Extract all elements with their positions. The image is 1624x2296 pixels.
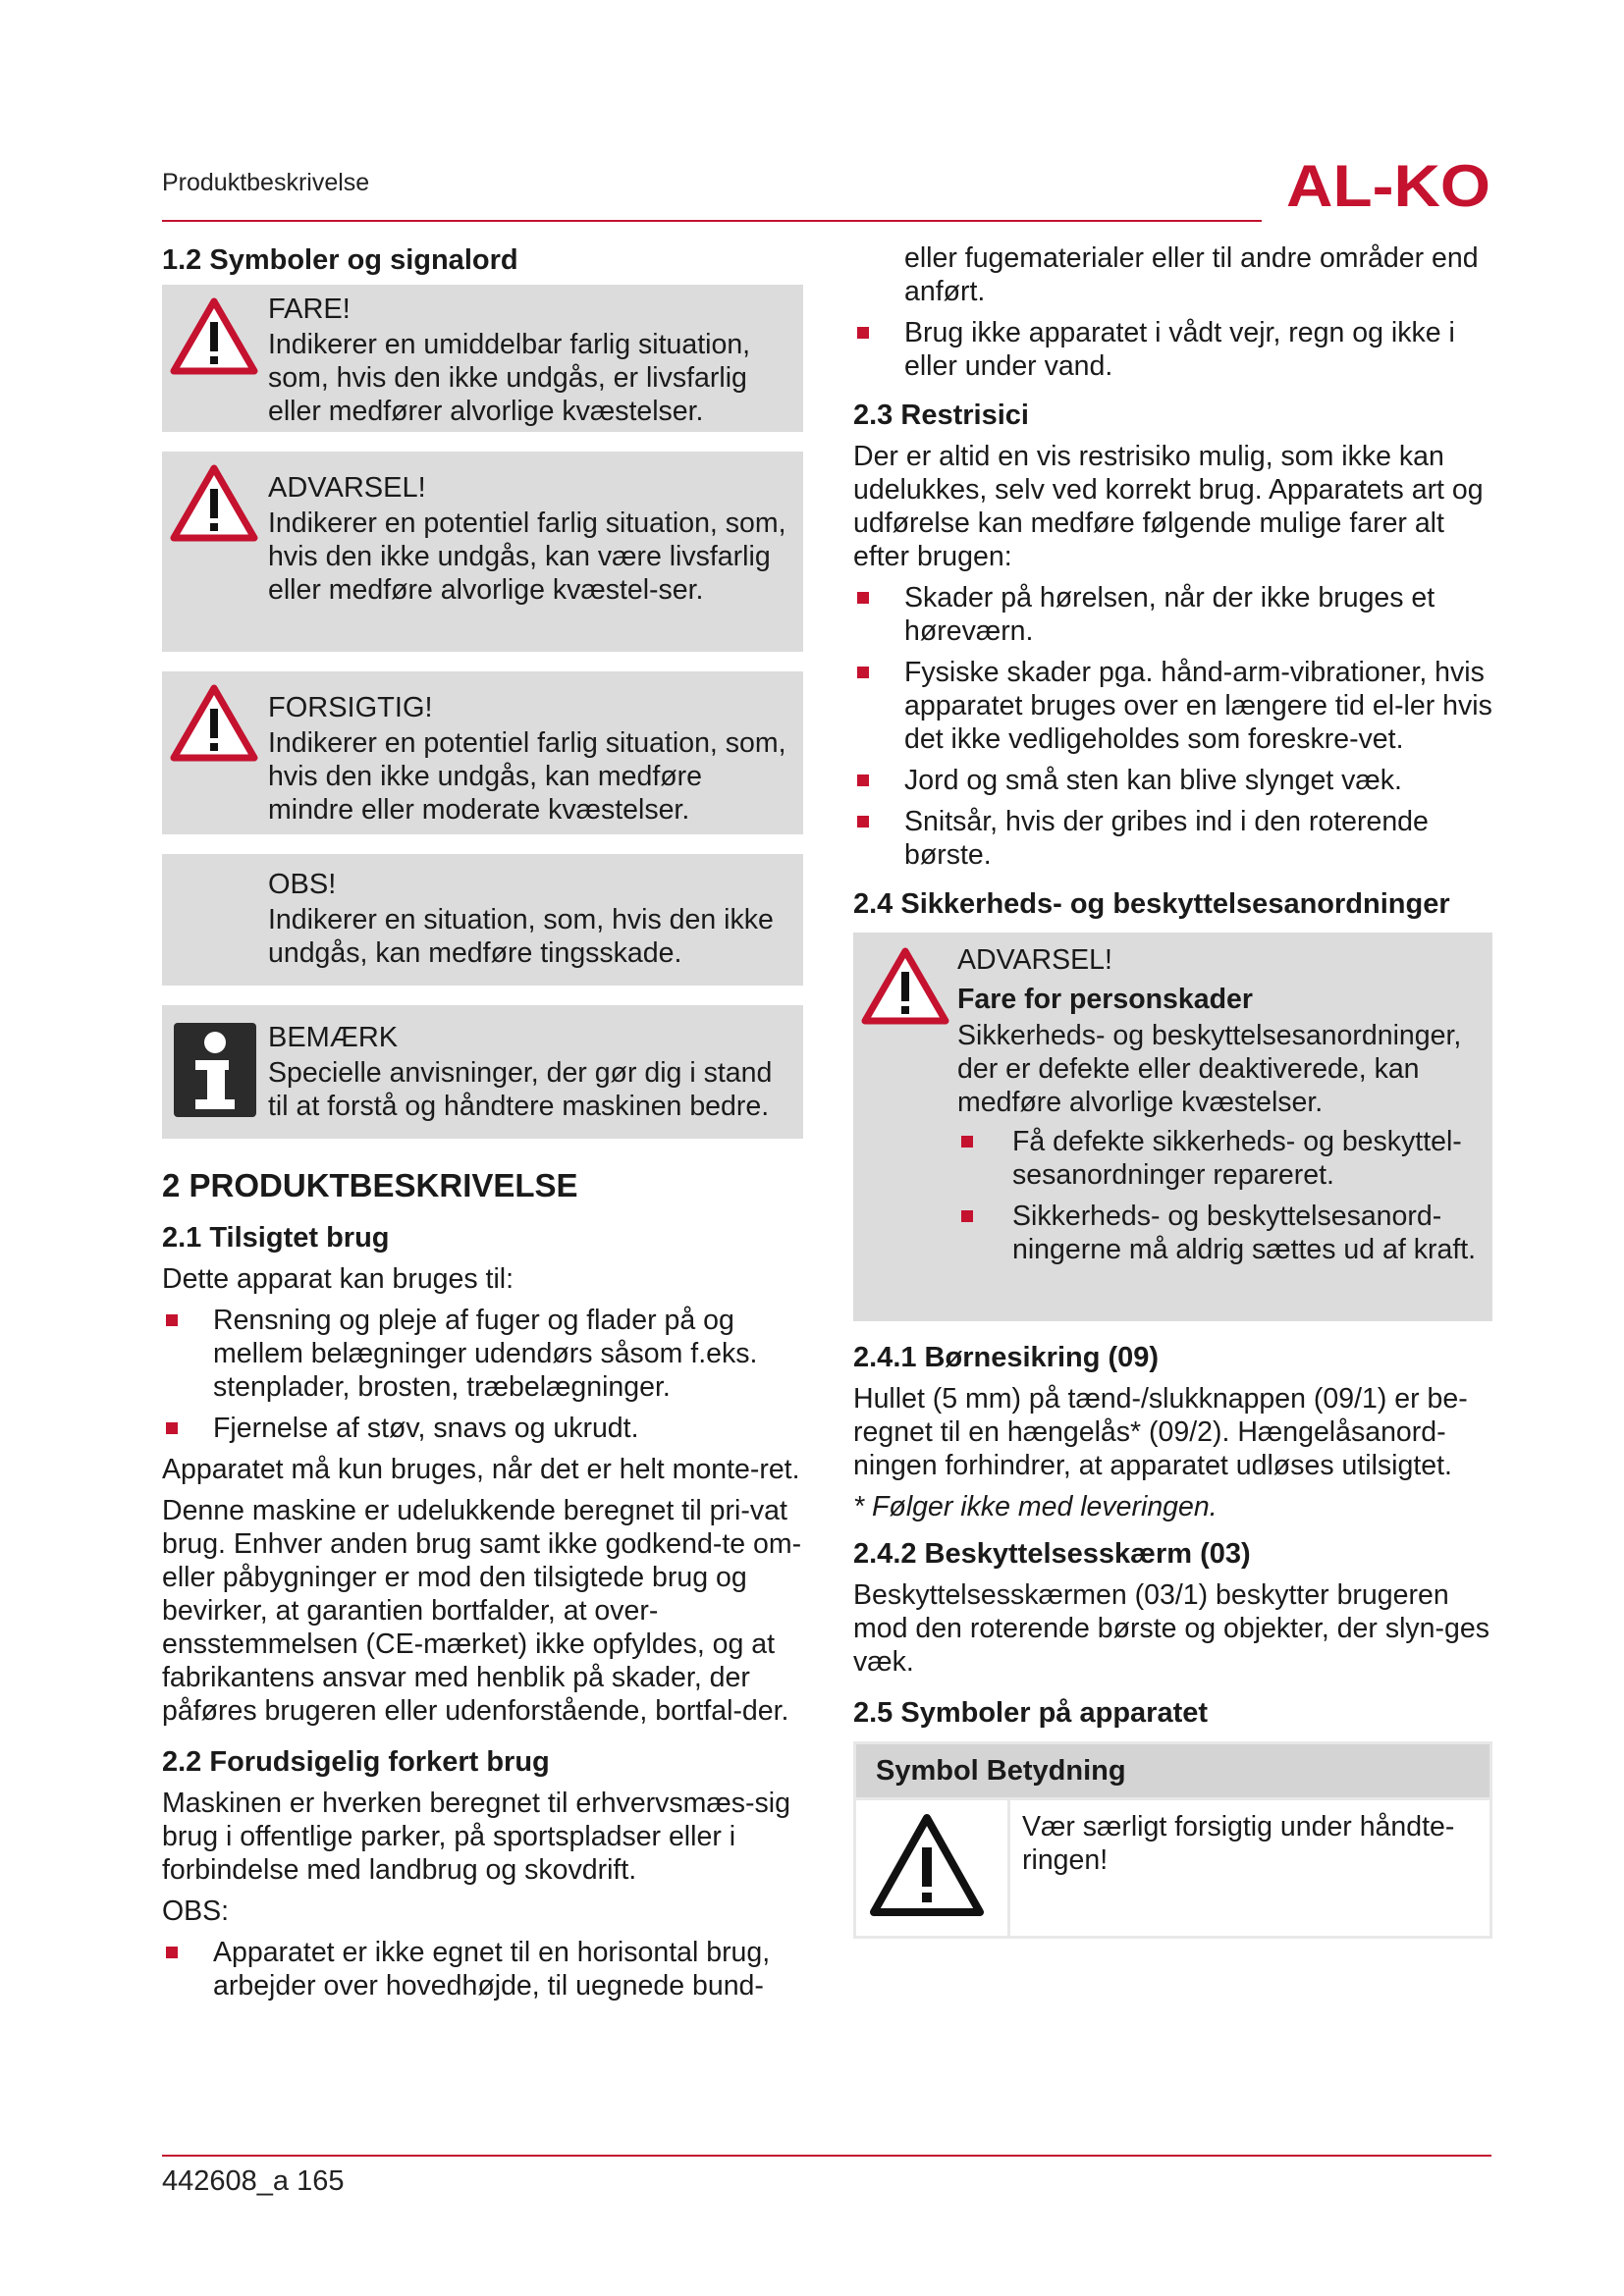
advarsel-title: ADVARSEL! — [268, 472, 426, 504]
section-2-4-1-heading: 2.4.1 Børnesikring (09) — [853, 1342, 1160, 1373]
list-item: Få defekte sikkerheds- og beskyttel-sesanordninger repareret. — [957, 1125, 1483, 1192]
table-header-row — [855, 1743, 1491, 1799]
footer-rule — [162, 2155, 1491, 2157]
advarsel-personal-injury-box — [853, 933, 1492, 1321]
section-2-2-heading: 2.2 Forudsigelig forkert brug — [162, 1746, 550, 1778]
list-item: Skader på hørelsen, når der ikke bruges et høreværn. — [853, 581, 1492, 648]
bullet-square-icon — [857, 667, 869, 678]
section-2-4-1-paragraph: Hullet (5 mm) på tænd-/slukknappen (09/1) er be-regnet til en hængelås* (09/2). Hængelåsanord-ningen forhindrer, at apparatet udløses utilsigtet. — [853, 1383, 1468, 1481]
continued-text: eller fugematerialer eller til andre områder end anført. — [904, 242, 1479, 307]
bemaerk-text: Specielle anvisninger, der gør dig i stand til at forstå og håndtere maskinen bedre. — [268, 1057, 773, 1122]
bullet-square-icon — [857, 327, 869, 339]
section-1-2-heading: 1.2 Symboler og signalord — [162, 244, 518, 276]
bullet-square-icon — [166, 1314, 178, 1326]
list-item: Jord og små sten kan blive slynget væk. — [853, 764, 1492, 797]
table-row — [855, 1799, 1491, 1938]
warn-list — [957, 1125, 1483, 1266]
list-item: Brug ikke apparatet i vådt vejr, regn og ikke i eller under vand. — [853, 316, 1492, 383]
header-rule — [162, 220, 1262, 222]
warn-text: Sikkerheds- og beskyttelsesanordninger, der er defekte eller deaktiverede, kan medføre alvorlige kvæstelser. — [957, 1020, 1462, 1118]
list-item: Fysiske skader pga. hånd-arm-vibrationer, hvis apparatet bruges over en længere tid el-ler hvis det ikke vedligeholdes som foreskre-vet. — [853, 656, 1492, 756]
forsigtig-text: Indikerer en potentiel farlig situation, som, hvis den ikke undgås, kan medføre mindre eller moderate kvæstelser. — [268, 727, 786, 826]
bullet-square-icon — [857, 774, 869, 786]
bemaerk-title: BEMÆRK — [268, 1022, 399, 1053]
warning-triangle-icon — [170, 683, 258, 762]
bullet-square-icon — [961, 1136, 973, 1148]
warn-subtitle: Fare for personskader — [957, 984, 1253, 1015]
bullet-square-icon — [857, 816, 869, 828]
section-2-4-2-paragraph: Beskyttelsesskærmen (03/1) beskytter brugeren mod den roterende børste og objekter, der slyn-ges væk. — [853, 1579, 1489, 1678]
bullet-square-icon — [961, 1210, 973, 1222]
forsigtig-box — [162, 671, 803, 834]
list-item: Snitsår, hvis der gribes ind i den roterende børste. — [853, 805, 1492, 872]
fare-title: FARE! — [268, 294, 351, 325]
section-2-4-heading: 2.4 Sikkerheds- og beskyttelsesanordninger — [853, 888, 1450, 920]
meaning-cell: Vær særligt forsigtig under håndte-ringen! — [1009, 1799, 1491, 1938]
list-item: Sikkerheds- og beskyttelsesanord-ningerne må aldrig sættes ud af kraft. — [957, 1200, 1483, 1266]
bullet-square-icon — [857, 592, 869, 604]
continued-list — [853, 316, 1492, 383]
section-2-1-paragraph-2: Denne maskine er udelukkende beregnet til pri-vat brug. Enhver anden brug samt ikke godkend-te om- eller påbygninger er mod den tilsigtede brug og bevirker, at garantien bortfalder, at over-ensstemmelsen (CE-mærket) ikke opfyldes, og at fabrikantens ansvar med henblik på skader, der påføres brugeren eller udenforstående, bortfal-der. — [162, 1495, 802, 1727]
svg-text:AL-KO: AL-KO — [1286, 157, 1490, 212]
advarsel-text: Indikerer en potentiel farlig situation, som, hvis den ikke undgås, kan være livsfarlig eller medføre alvorlige kvæstel-ser. — [268, 507, 786, 606]
list-item: Apparatet er ikke egnet til en horisontal brug, arbejder over hovedhøjde, til uegnede bund- — [162, 1936, 803, 2002]
list-item: Fjernelse af støv, snavs og ukrudt. — [162, 1412, 803, 1445]
intended-use-list — [162, 1304, 803, 1445]
symbol-table — [853, 1741, 1492, 1939]
section-2-3-heading: 2.3 Restrisici — [853, 400, 1029, 431]
section-2-5-heading: 2.5 Symboler på apparatet — [853, 1697, 1209, 1729]
obs-box — [162, 854, 803, 986]
warning-triangle-icon — [861, 946, 949, 1025]
misuse-list — [162, 1936, 803, 2002]
obs-text: Indikerer en situation, som, hvis den ikke undgås, kan medføre tingsskade. — [268, 904, 774, 969]
page-header-title: Produktbeskrivelse — [162, 169, 370, 196]
left-column — [162, 241, 803, 2010]
section-2-1-paragraph-1: Apparatet må kun bruges, når det er helt monte-ret. — [162, 1454, 800, 1485]
section-2-heading: 2 PRODUKTBESKRIVELSE — [162, 1167, 578, 1203]
section-2-2-paragraph: Maskinen er hverken beregnet til erhvervsmæs-sig brug i offentlige parker, på sportspladser eller i forbindelse med landbrug og skovdrift. — [162, 1788, 790, 1886]
warn-title: ADVARSEL! — [957, 944, 1112, 976]
fare-box — [162, 285, 803, 432]
obs-title: OBS! — [268, 869, 337, 900]
right-column — [853, 241, 1492, 1939]
table-header: Symbol Betydning — [855, 1743, 1491, 1799]
section-2-1-intro: Dette apparat kan bruges til: — [162, 1263, 514, 1295]
bemaerk-box — [162, 1005, 803, 1139]
section-2-4-1-note: * Følger ikke med leveringen. — [853, 1491, 1218, 1522]
bullet-square-icon — [166, 1422, 178, 1434]
alko-logo — [1284, 157, 1492, 212]
footer-page-number: 442608_a 165 — [162, 2165, 345, 2197]
section-2-1-heading: 2.1 Tilsigtet brug — [162, 1222, 390, 1254]
symbol-cell — [855, 1799, 1009, 1938]
advarsel-box — [162, 452, 803, 652]
warning-triangle-icon — [868, 1810, 986, 1918]
info-icon — [174, 1023, 256, 1117]
warning-triangle-icon — [170, 463, 258, 542]
section-2-3-paragraph: Der er altid en vis restrisiko mulig, som ikke kan udelukkes, selv ved korrekt brug. Apparatets art og udførelse kan medføre følgende mulige farer alt efter brugen: — [853, 441, 1484, 572]
fare-text: Indikerer en umiddelbar farlig situation, som, hvis den ikke undgås, er livsfarlig eller medfører alvorlige kvæstelser. — [268, 329, 751, 427]
bullet-square-icon — [166, 1947, 178, 1958]
residual-risk-list — [853, 581, 1492, 872]
list-item: Rensning og pleje af fuger og flader på og mellem belægninger udendørs såsom f.eks. stenplader, brosten, træbelægninger. — [162, 1304, 803, 1404]
forsigtig-title: FORSIGTIG! — [268, 692, 433, 723]
warning-triangle-icon — [170, 296, 258, 375]
section-2-2-obs: OBS: — [162, 1896, 230, 1927]
section-2-4-2-heading: 2.4.2 Beskyttelsesskærm (03) — [853, 1538, 1251, 1570]
